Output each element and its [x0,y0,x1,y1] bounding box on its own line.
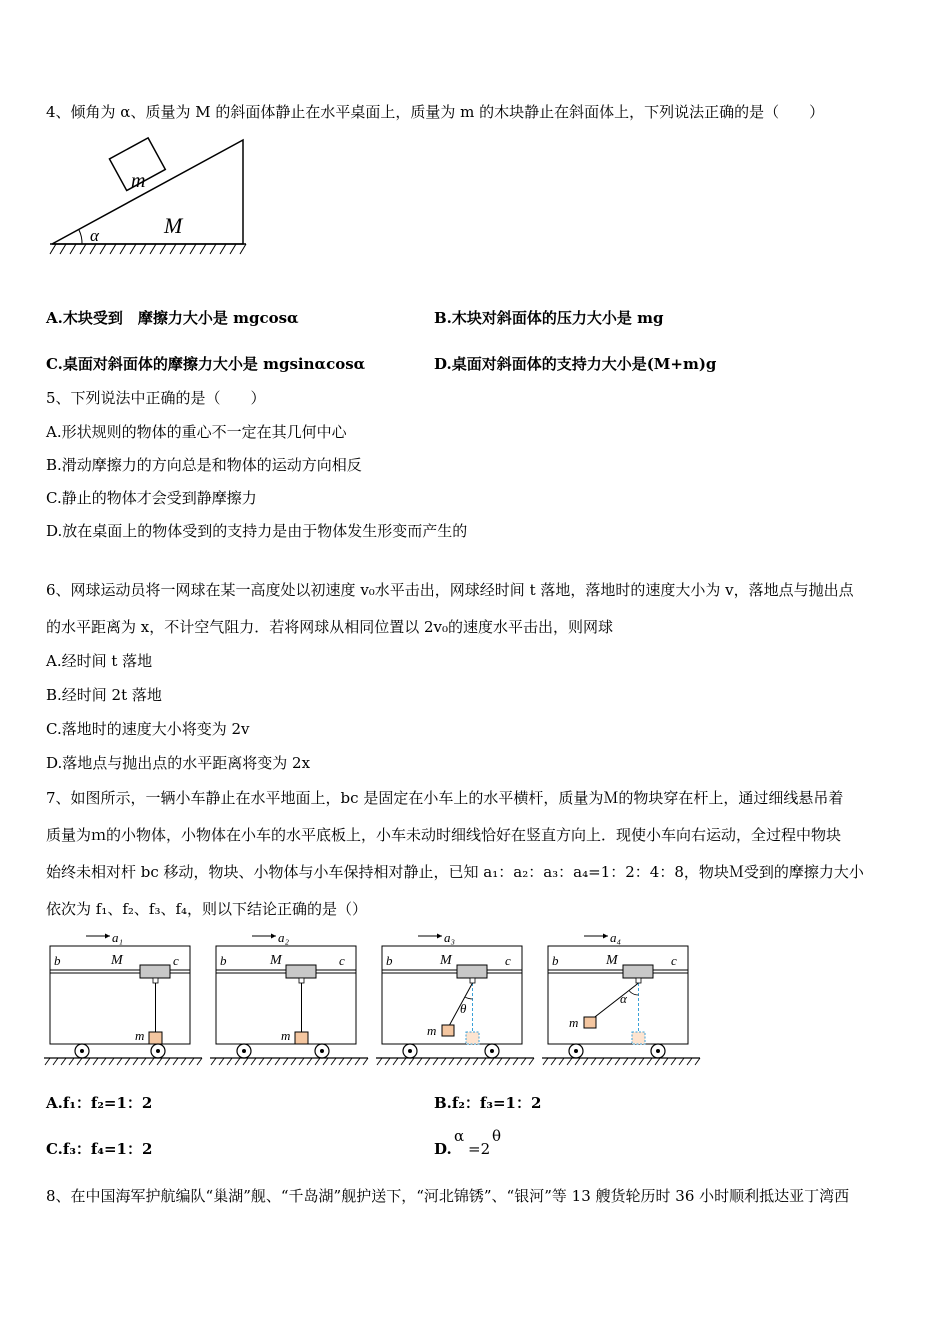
q4-option-a: A.木块受到 摩擦力大小是 mgcosα [46,309,299,327]
q6-option-d: D.落地点与抛出点的水平距离将变为 2x [46,754,311,772]
q5-option-b: B.滑动摩擦力的方向总是和物体的运动方向相反 [46,456,362,474]
cart-2-label-M: M [270,953,282,968]
q6-option-c: C.落地时的速度大小将变为 2v [46,720,250,738]
cart-1-label-M: M [111,953,123,968]
q4-label-m: m [131,170,146,192]
q5-option-c: C.静止的物体才会受到静摩擦力 [46,489,257,507]
cart-2-label-c: c [339,953,345,968]
cart-2-label-m: m [281,1028,291,1043]
q4-option-c: C.桌面对斜面体的摩擦力大小是 mgsinαcosα [46,355,366,373]
q4-stem: 4、倾角为 α、质量为 M 的斜面体静止在水平桌面上，质量为 m 的木块静止在斜面体上，下列说法正确的是（ ） [46,103,825,121]
q6-stem-line2: 的水平距离为 x，不计空气阻力．若将网球从相同位置以 2v₀的速度水平击出，则网球 [46,618,614,636]
cart-1 [44,930,202,1065]
q7-cart-figures [44,924,706,1074]
q7-option-b: B.f₂：f₃=1：2 [434,1094,542,1112]
q7-stem-line2: 质量为ｍ的小物体，小物体在小车的水平底板上，小车未动时细线恰好在竖直方向上．现使小车向右运动，全过程中物块 [46,826,842,844]
cart-3-label-theta: θ [460,1001,467,1016]
cart-3-accel-label: a₃ [444,930,456,945]
cart-4 [542,930,700,1065]
cart-4-label-b: b [552,953,559,968]
q4-option-b: B.木块对斜面体的压力大小是 mg [434,309,664,327]
cart-2-label-b: b [220,953,227,968]
cart-4-label-m: m [569,1015,579,1030]
q5-stem: 5、下列说法中正确的是（ ） [46,389,266,407]
q6-stem-line1: 6、网球运动员将一网球在某一高度处以初速度 v₀水平击出，网球经时间 t 落地，落地时的速度大小为 v，落地点与抛出点 [46,581,854,599]
q7-option-d-theta: θ [492,1127,502,1145]
q5-option-a: A.形状规则的物体的重心不一定在其几何中心 [46,423,347,441]
cart-3-label-c: c [505,953,511,968]
q4-incline-figure [44,132,254,262]
cart-1-label-c: c [173,953,179,968]
q4-option-d: D.桌面对斜面体的支持力大小是(M+m)g [434,355,717,373]
cart-4-label-alpha: α [620,991,627,1006]
cart-1-accel-label: a₁ [112,930,124,945]
q8-stem: 8、在中国海军护航编队“巢湖”舰、“千岛湖”舰护送下，“河北锦锈”、“银河”等 13 艘货轮历时 36 小时顺利抵达亚丁湾西 [46,1187,850,1205]
q7-option-c: C.f₃：f₄=1：2 [46,1140,153,1158]
q6-option-b: B.经时间 2t 落地 [46,686,162,704]
cart-3-label-m: m [427,1023,437,1038]
cart-2 [210,930,368,1065]
cart-3-label-M: M [440,953,452,968]
q7-option-d-prefix: D. [434,1140,452,1158]
q7-option-d-alpha: α [454,1127,465,1145]
cart-3-label-b: b [386,953,393,968]
q7-stem-line4: 依次为 f₁、f₂、f₃、f₄，则以下结论正确的是（） [46,900,368,918]
cart-1-label-b: b [54,953,61,968]
q7-stem-line1: 7、如图所示，一辆小车静止在水平地面上，bc 是固定在小车上的水平横杆，质量为Ｍ的物块穿在杆上，通过细线悬吊着 [46,789,844,807]
q7-option-a: A.f₁：f₂=1：2 [46,1094,153,1112]
q4-label-M: M [164,213,183,238]
q7-stem-line3: 始终未相对杆 bc 移动，物块、小物体与小车保持相对静止，已知 a₁：a₂：a₃：a₄=1：2：4：8，物块Ｍ受到的摩擦力大小 [46,863,864,881]
q6-option-a: A.经时间 t 落地 [46,652,153,670]
q4-label-alpha: α [90,226,99,245]
q5-option-d: D.放在桌面上的物体受到的支持力是由于物体发生形变而产生的 [46,522,468,540]
cart-4-label-M: M [606,953,618,968]
q7-option-d-equals: =2 [468,1140,491,1158]
cart-3 [376,930,534,1065]
cart-4-label-c: c [671,953,677,968]
cart-4-accel-label: a₄ [610,930,622,945]
cart-2-accel-label: a₂ [278,930,290,945]
cart-1-label-m: m [135,1028,145,1043]
